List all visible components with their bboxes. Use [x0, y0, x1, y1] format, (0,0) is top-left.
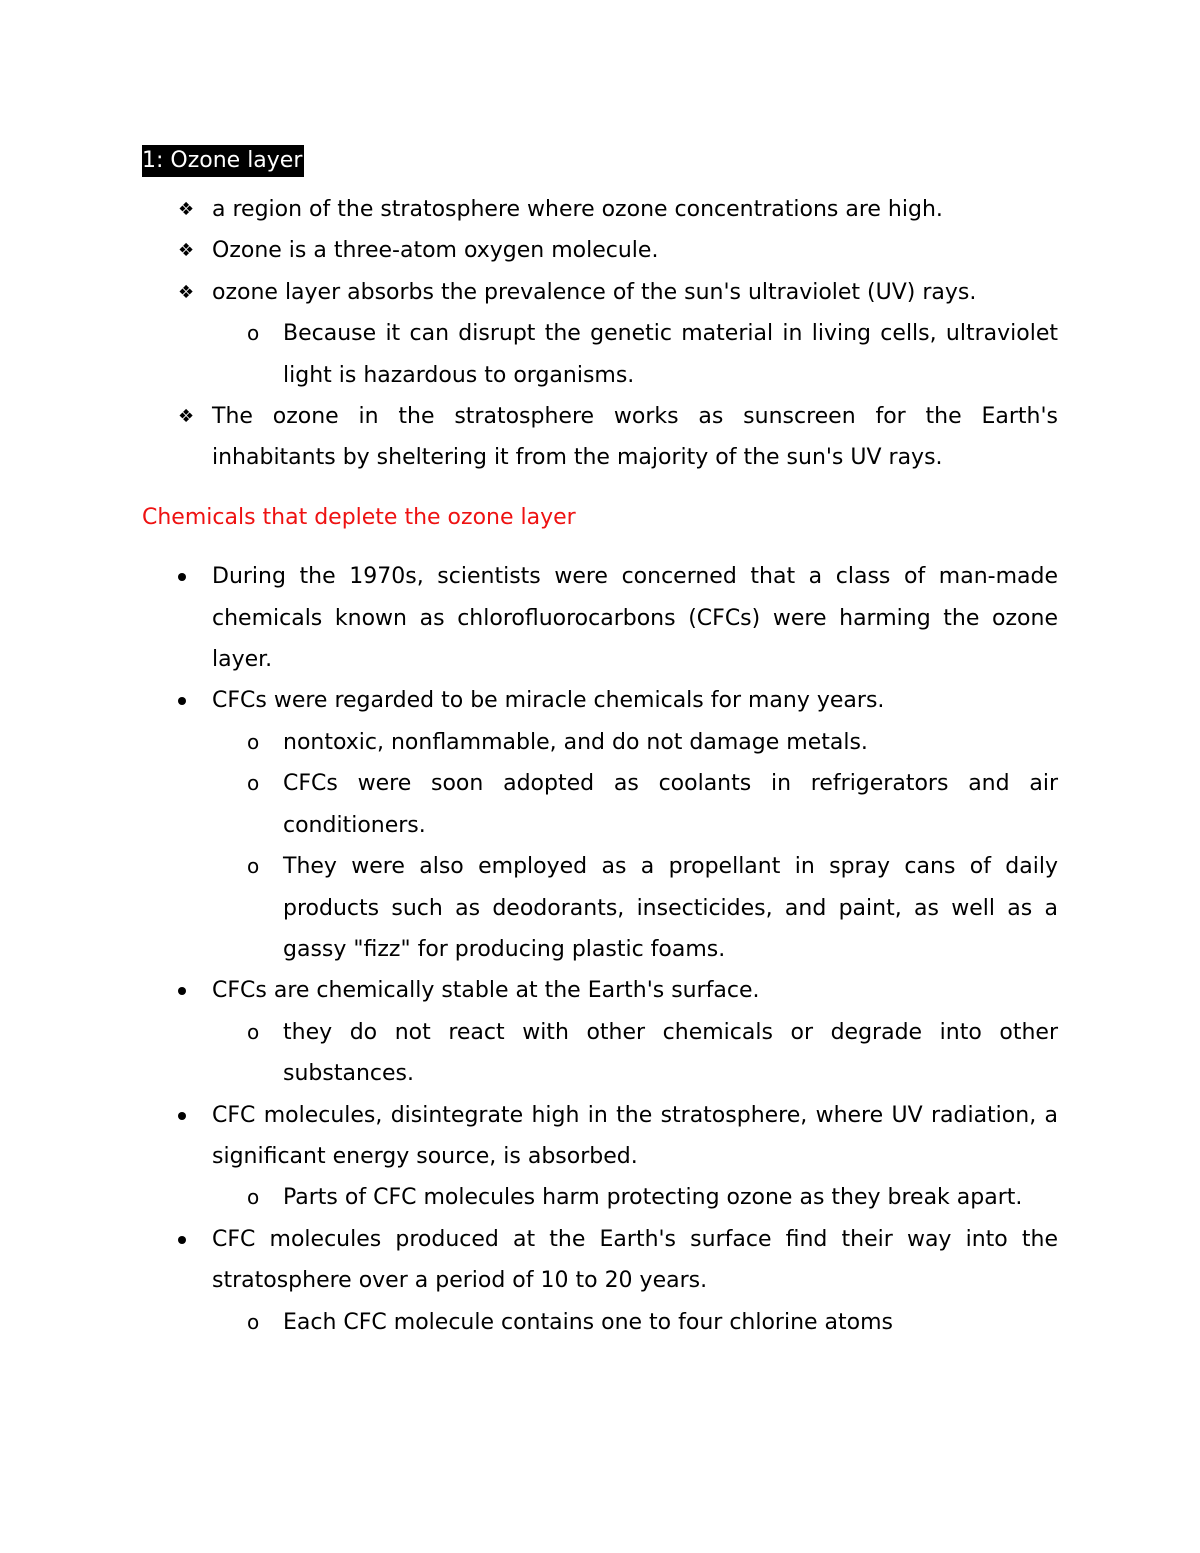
- diamond-bullet-icon: ❖: [178, 281, 195, 303]
- list-item: [142, 1095, 1058, 1178]
- ozone-subitems-list: [212, 313, 1058, 396]
- list-item: [142, 970, 1058, 1011]
- sub-list-item-text: Parts of CFC molecules harm protecting ozone as they break apart.: [283, 1185, 1023, 1211]
- solid-bullet-icon: [178, 573, 186, 581]
- list-item: [142, 230, 1058, 271]
- diamond-bullet-icon: ❖: [178, 240, 195, 262]
- sub-list-item: [212, 1302, 1058, 1343]
- diamond-bullet-icon: ❖: [178, 406, 195, 428]
- list-item: [142, 556, 1058, 680]
- solid-bullet-icon: [178, 1112, 186, 1120]
- chemicals-list-continued: [142, 1219, 1058, 1302]
- solid-bullet-icon: [178, 987, 186, 995]
- hollow-circle-bullet-icon: o: [247, 1309, 260, 1334]
- list-item-text: CFC molecules produced at the Earth's surface find their way into the stratosphere over a period of 10 to 20 years.: [212, 1226, 1058, 1294]
- chemicals-subitems-list: [212, 1302, 1058, 1343]
- sub-list-item-text: nontoxic, nonflammable, and do not damage metals.: [283, 729, 868, 755]
- list-item-text: Ozone is a three-atom oxygen molecule.: [212, 238, 659, 264]
- sub-list-item: [212, 763, 1058, 846]
- ozone-facts-list: [142, 189, 1058, 313]
- sub-list-item: [212, 722, 1058, 763]
- solid-bullet-icon: [178, 697, 186, 705]
- list-item: [142, 189, 1058, 230]
- sub-list-item: [212, 1012, 1058, 1095]
- sub-list-item: [212, 846, 1058, 970]
- sub-list-item: [212, 1177, 1058, 1218]
- chemicals-list-continued: [142, 1095, 1058, 1178]
- chemicals-list: [142, 556, 1058, 722]
- sub-list-item-text: Each CFC molecule contains one to four chlorine atoms: [283, 1309, 894, 1335]
- sub-list-item-text: They were also employed as a propellant in spray cans of daily products such as deodorants, insecticides, and paint, as well as a gassy "fizz" for producing plastic foams.: [283, 854, 1058, 962]
- list-item-text: The ozone in the stratosphere works as sunscreen for the Earth's inhabitants by sheltering it from the majority of the sun's UV rays.: [212, 404, 1058, 471]
- list-item-text: CFCs were regarded to be miracle chemicals for many years.: [212, 688, 885, 714]
- list-item: [142, 396, 1058, 479]
- list-item-text: CFC molecules, disintegrate high in the stratosphere, where UV radiation, a significant energy source, is absorbed.: [212, 1102, 1058, 1169]
- hollow-circle-bullet-icon: o: [247, 854, 260, 879]
- sub-list-item-text: CFCs were soon adopted as coolants in refrigerators and air conditioners.: [283, 771, 1058, 838]
- list-item-text: a region of the stratosphere where ozone concentrations are high.: [212, 197, 943, 222]
- hollow-circle-bullet-icon: o: [247, 771, 260, 796]
- list-item-text: During the 1970s, scientists were concerned that a class of man-made chemicals known as chlorofluorocarbons (CFCs) were harming the ozone layer.: [212, 564, 1058, 673]
- chemicals-subitems-list: [212, 1012, 1058, 1095]
- section-heading-chemicals: Chemicals that deplete the ozone layer: [142, 504, 576, 530]
- list-item-text: ozone layer absorbs the prevalence of the sun's ultraviolet (UV) rays.: [212, 279, 977, 305]
- list-item: [142, 680, 1058, 721]
- list-item: [142, 1219, 1058, 1302]
- hollow-circle-bullet-icon: o: [247, 1019, 260, 1044]
- solid-bullet-icon: [178, 1236, 186, 1244]
- list-item-text: CFCs are chemically stable at the Earth's surface.: [212, 978, 760, 1004]
- hollow-circle-bullet-icon: o: [247, 1185, 260, 1210]
- sub-list-item: [212, 313, 1058, 396]
- hollow-circle-bullet-icon: o: [247, 729, 260, 754]
- chemicals-subitems-list: [212, 722, 1058, 970]
- chemicals-subitems-list: [212, 1177, 1058, 1218]
- ozone-facts-list-continued: [142, 396, 1058, 479]
- chemicals-list-continued: [142, 970, 1058, 1011]
- list-item: [142, 272, 1058, 313]
- diamond-bullet-icon: ❖: [178, 199, 195, 220]
- section-heading-ozone-layer: 1: Ozone layer: [142, 145, 304, 177]
- sub-list-item-text: Because it can disrupt the genetic material in living cells, ultraviolet light is hazardous to organisms.: [283, 321, 1058, 388]
- document-page: [142, 140, 1058, 1343]
- sub-list-item-text: they do not react with other chemicals or degrade into other substances.: [283, 1019, 1058, 1087]
- hollow-circle-bullet-icon: o: [247, 321, 260, 346]
